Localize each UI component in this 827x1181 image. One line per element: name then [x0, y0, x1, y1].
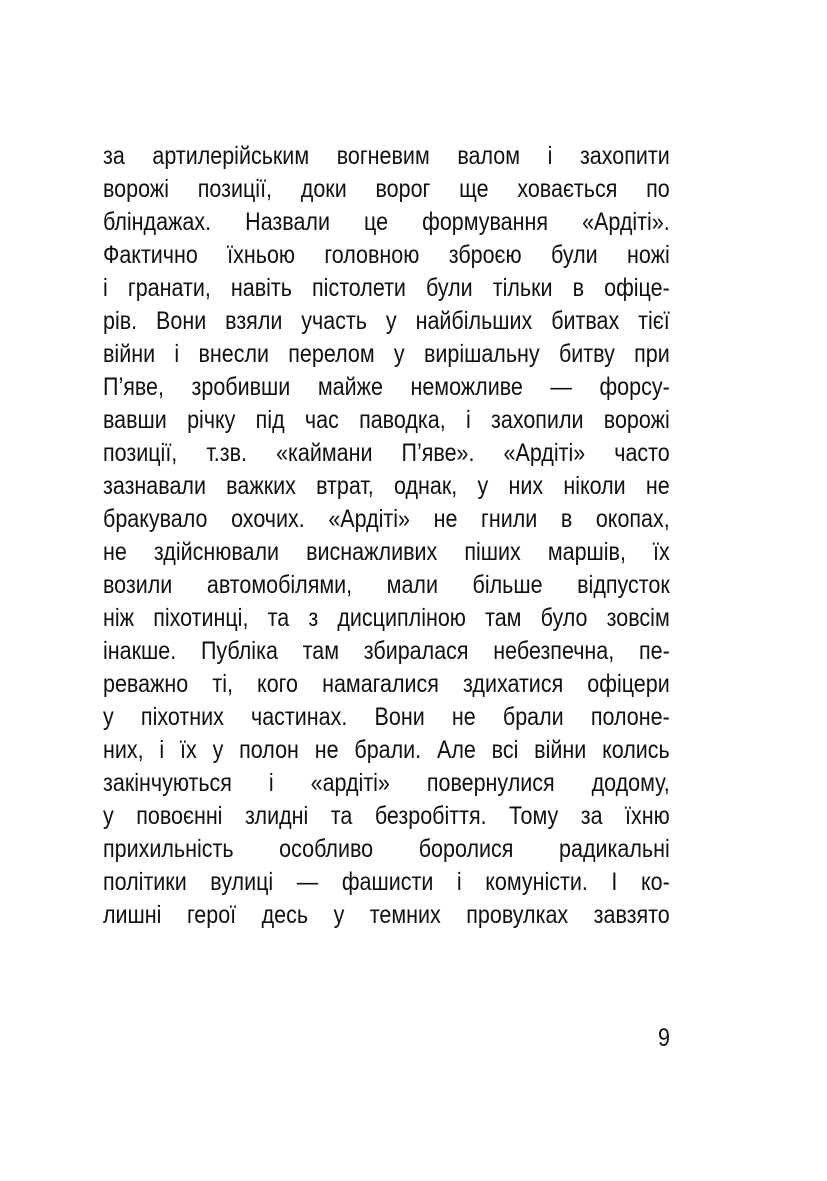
- text-line: реважно ті, кого намагалися здихатися офіцери: [103, 670, 670, 698]
- text-line: П’яве, зробивши майже неможливе — форсу-: [103, 373, 670, 401]
- text-line: Фактично їхньою головною зброєю були ножі: [103, 241, 670, 269]
- text-line: вавши річку під час паводка, і захопили ворожі: [103, 406, 670, 434]
- text-line: бліндажах. Назвали це формування «Ардіті».: [103, 208, 670, 236]
- text-line: війни і внесли перелом у вирішальну битву при: [103, 340, 670, 368]
- text-line: зазнавали важких втрат, однак, у них ніколи не: [103, 472, 670, 500]
- text-line: не здійснювали виснажливих піших маршів, їх: [103, 538, 670, 566]
- text-line: і гранати, навіть пістолети були тільки в офіце-: [103, 274, 670, 302]
- text-line: позиції, т.зв. «каймани П’яве». «Ардіті» часто: [103, 439, 670, 467]
- body-text: [103, 140, 670, 932]
- text-line: закінчуються і «ардіті» повернулися додому,: [103, 769, 670, 797]
- text-line: ніж піхотинці, та з дисципліною там було зовсім: [103, 604, 670, 632]
- text-line: лишні герої десь у темних провулках завзято: [103, 901, 670, 929]
- text-line: них, і їх у полон не брали. Але всі війни колись: [103, 736, 670, 764]
- text-line: рів. Вони взяли участь у найбільших битвах тієї: [103, 307, 670, 335]
- text-line: возили автомобілями, мали більше відпусток: [103, 571, 670, 599]
- text-line: політики вулиці — фашисти і комуністи. І ко-: [103, 868, 670, 896]
- text-line: інакше. Публіка там збиралася небезпечна, пе-: [103, 637, 670, 665]
- text-line: за артилерійським вогневим валом і захопити: [103, 142, 670, 170]
- text-line: ворожі позиції, доки ворог ще ховається по: [103, 175, 670, 203]
- text-line: прихильність особливо боролися радикальні: [103, 835, 670, 863]
- text-line: бракувало охочих. «Ардіті» не гнили в окопах,: [103, 505, 670, 533]
- text-line: у повоєнні злидні та безробіття. Тому за їхню: [103, 802, 670, 830]
- text-line: у піхотних частинах. Вони не брали полоне-: [103, 703, 670, 731]
- page-number: 9: [658, 1024, 670, 1052]
